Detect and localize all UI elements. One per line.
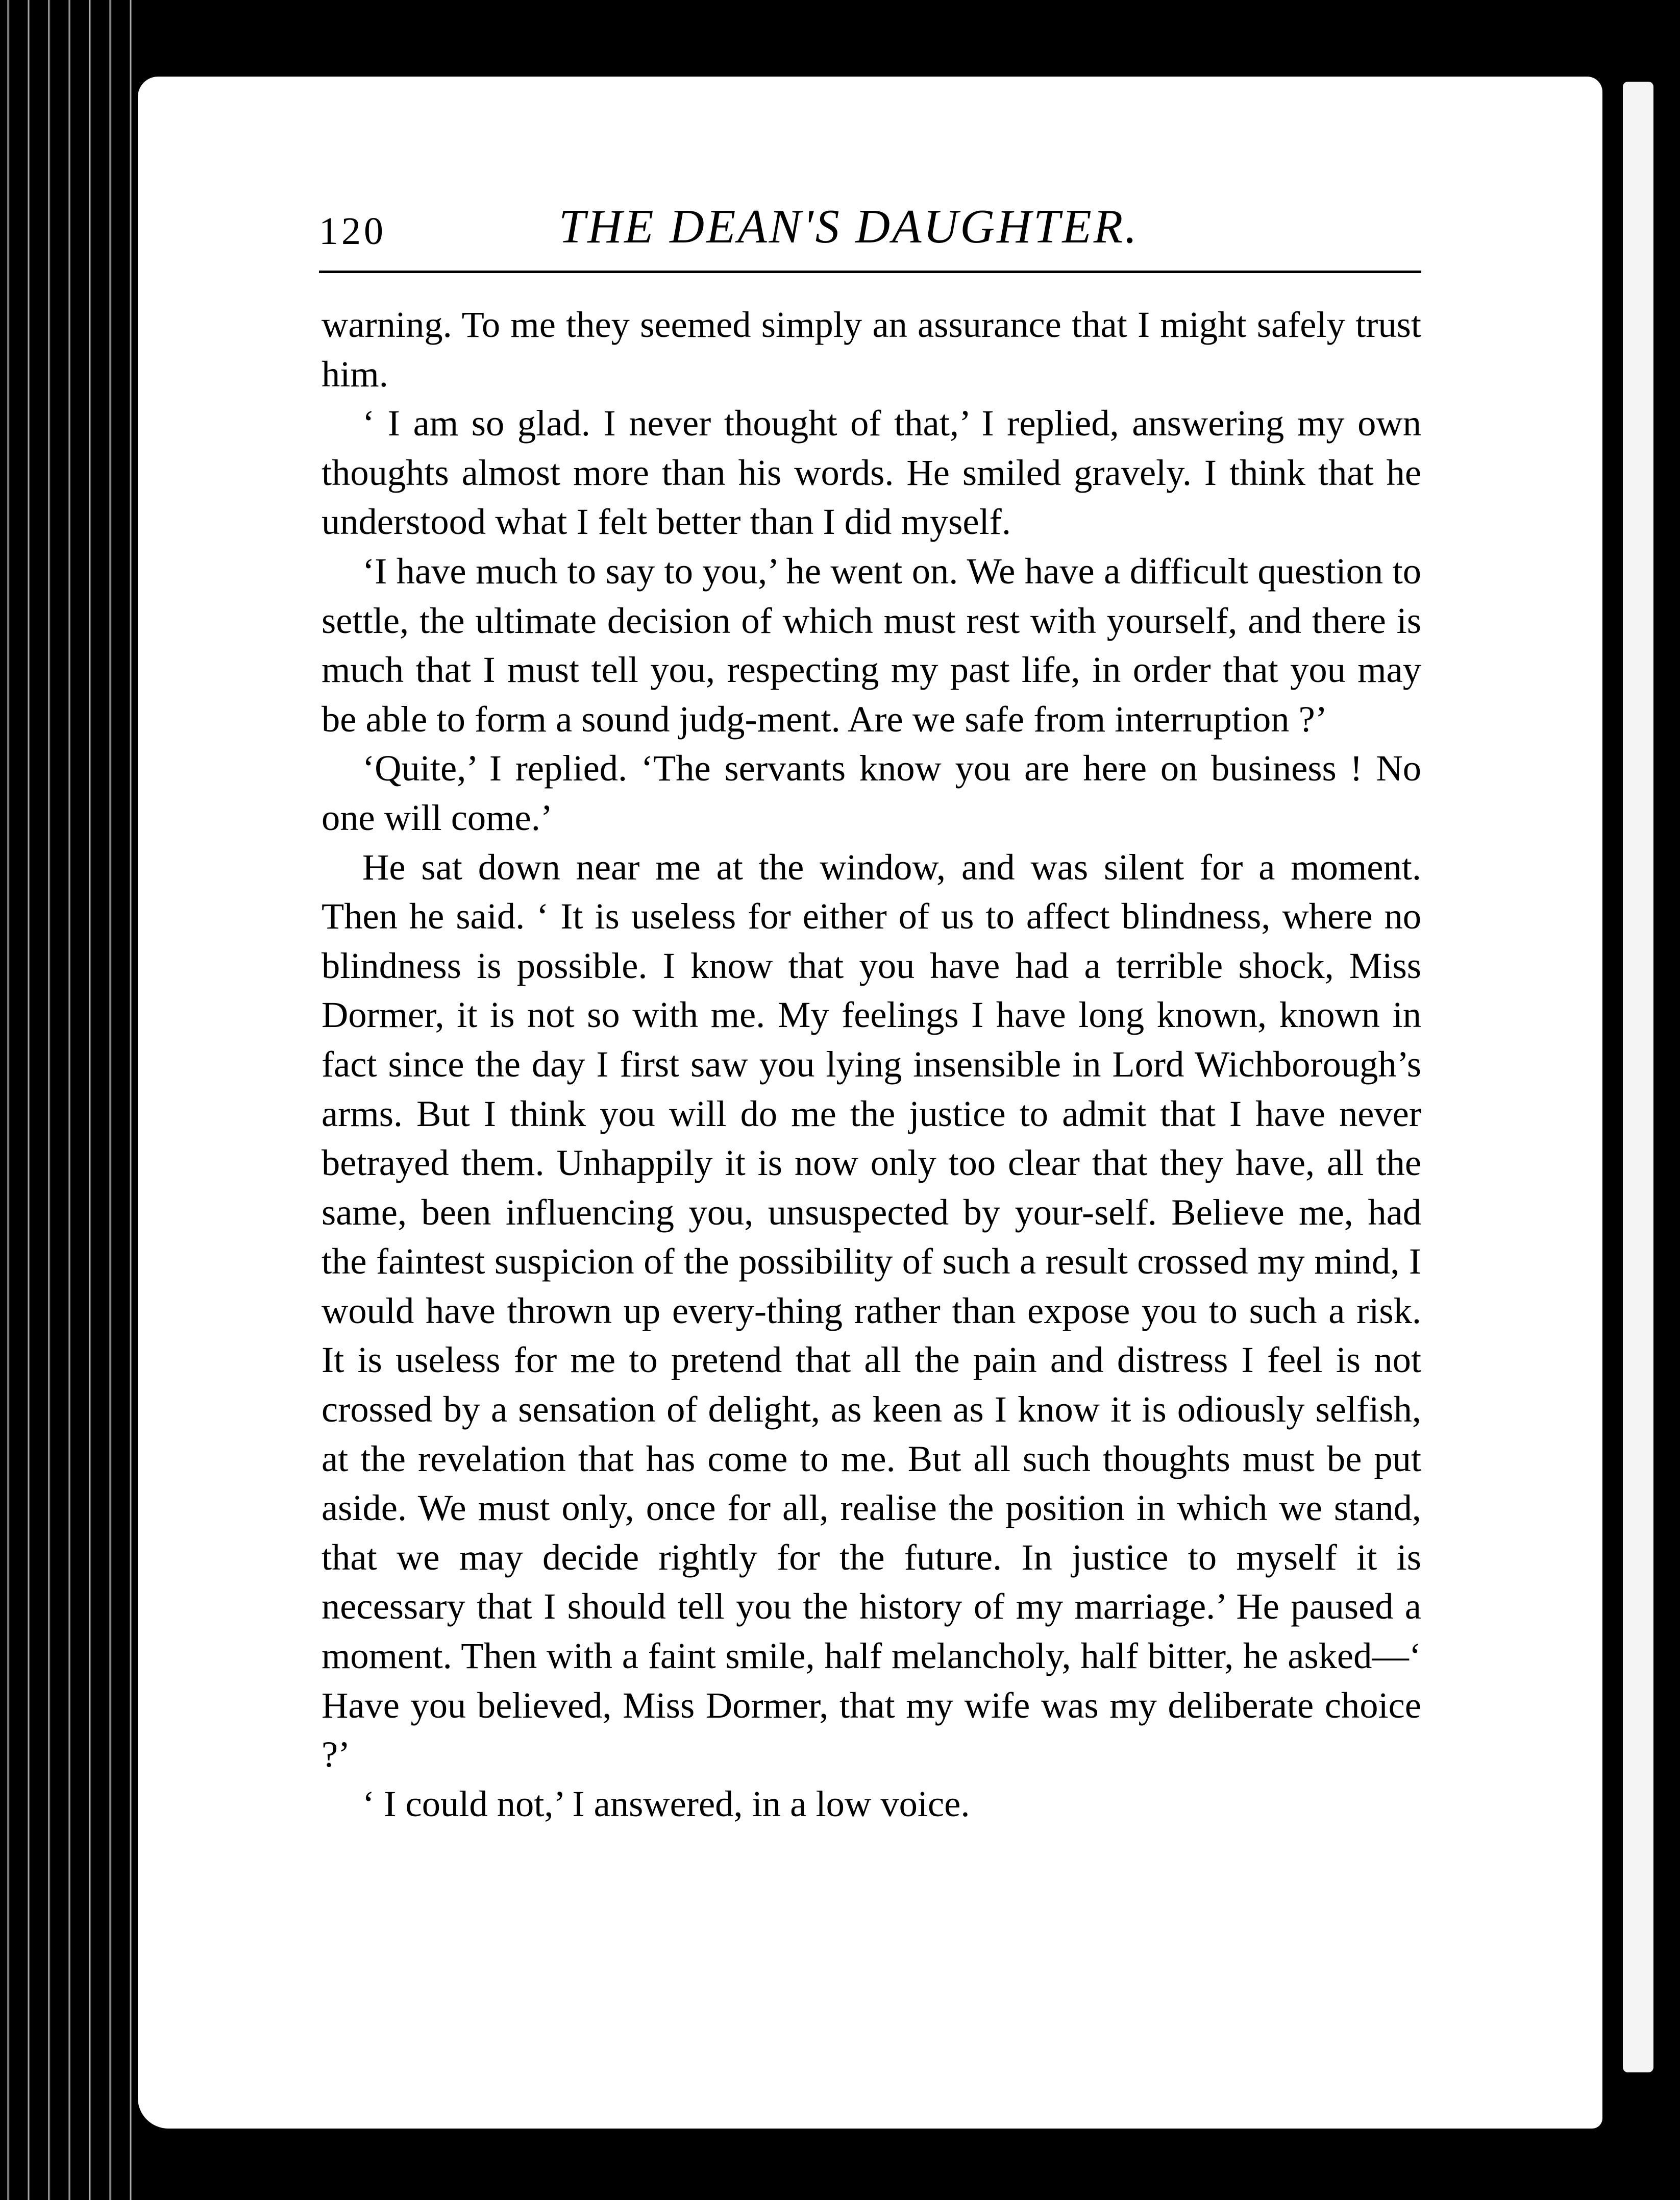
book-spine-edge <box>0 0 138 2200</box>
body-text <box>322 300 1421 1828</box>
paragraph: warning. To me they seemed simply an assurance that I might safely trust him. <box>322 304 1421 395</box>
next-page-edge <box>1623 82 1653 2072</box>
header-rule <box>319 271 1421 273</box>
paragraph: He sat down near me at the window, and was silent for a moment. Then he said. ‘ It is useless for either of us to affect blindness, where no blindness is possible. I know that you have had a terrible shock, Miss Dormer, it is not so with me. My feelings I have long known, known in fact since the day I first saw you lying insensible in Lord Wichborough’s arms. But I think you will do me the justice to admit that I have never betrayed them. Unhappily it is now only too clear that they have, all the same, been influencing you, unsuspected by your-self. Believe me, had the faintest suspicion of the possibility of such a result crossed my mind, I would have thrown up every-thing rather than expose you to such a risk. It is useless for me to pretend that all the pain and distress I feel is not crossed by a sensation of delight, as keen as I know it is odiously selfish, at the revelation that has come to me. But all such thoughts must be put aside. We must only, once for all, realise the position in which we stand, that we may decide rightly for the future. In justice to myself it is necessary that I should tell you the history of my marriage.’ He paused a moment. Then with a faint smile, half melancholy, half bitter, he asked—‘ Have you believed, Miss Dormer, that my wife was my deliberate choice ?’ <box>322 846 1421 1775</box>
page-header <box>319 199 1421 271</box>
paragraph: ‘I have much to say to you,’ he went on. We have a difficult question to settle, the ultimate decision of which must rest with yourself, and there is much that I must tell you, respecting my past life, in order that you may be able to form a sound judg-ment. Are we safe from interruption ?’ <box>322 550 1421 740</box>
paragraph: ‘ I am so glad. I never thought of that,’ I replied, answering my own thoughts almost more than his words. He smiled gravely. I think that he understood what I felt better than I did myself. <box>322 402 1421 543</box>
paragraph: ‘Quite,’ I replied. ‘The servants know you are here on business ! No one will come.’ <box>322 747 1421 838</box>
page-number: 120 <box>319 210 386 253</box>
paragraph: ‘ I could not,’ I answered, in a low voice. <box>362 1782 970 1824</box>
running-title: THE DEAN'S DAUGHTER. <box>559 200 1139 253</box>
